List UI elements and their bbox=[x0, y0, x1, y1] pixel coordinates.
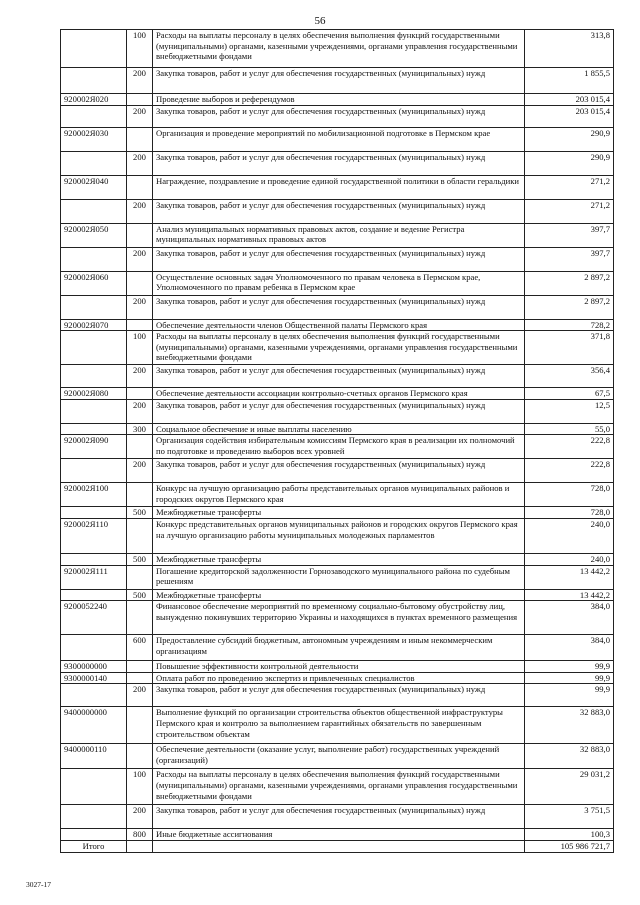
row-name: Организация и проведение мероприятий по мобилизационной подготовке в Пермском крае bbox=[153, 127, 525, 151]
row-expense-type: 500 bbox=[127, 553, 153, 565]
row-code bbox=[61, 331, 127, 365]
row-sum: 397,7 bbox=[525, 247, 614, 271]
row-sum: 55,0 bbox=[525, 423, 614, 435]
row-code: 920002Я060 bbox=[61, 271, 127, 295]
row-expense-type: 300 bbox=[127, 423, 153, 435]
row-sum: 13 442,2 bbox=[525, 589, 614, 601]
row-code: 9400000110 bbox=[61, 744, 127, 769]
row-code bbox=[61, 423, 127, 435]
row-code bbox=[61, 635, 127, 661]
row-expense-type bbox=[127, 435, 153, 459]
table-row bbox=[61, 247, 614, 271]
row-sum: 222,8 bbox=[525, 459, 614, 483]
total-empty-cell bbox=[127, 840, 153, 852]
row-sum: 290,9 bbox=[525, 127, 614, 151]
row-sum: 203 015,4 bbox=[525, 105, 614, 127]
row-sum: 271,2 bbox=[525, 199, 614, 223]
row-expense-type: 200 bbox=[127, 199, 153, 223]
table-row bbox=[61, 507, 614, 519]
row-expense-type: 500 bbox=[127, 589, 153, 601]
row-code bbox=[61, 684, 127, 707]
row-name: Награждение, поздравление и проведение единой государственной политики в области геральдики bbox=[153, 175, 525, 199]
row-code: 9300000140 bbox=[61, 672, 127, 684]
row-expense-type bbox=[127, 744, 153, 769]
row-sum: 99,9 bbox=[525, 684, 614, 707]
row-sum: 384,0 bbox=[525, 635, 614, 661]
row-name: Закупка товаров, работ и услуг для обеспечения государственных (муниципальных) нужд bbox=[153, 247, 525, 271]
row-name: Иные бюджетные ассигнования bbox=[153, 829, 525, 841]
row-code: 920002Я070 bbox=[61, 319, 127, 331]
row-name: Закупка товаров, работ и услуг для обеспечения государственных (муниципальных) нужд bbox=[153, 365, 525, 388]
row-expense-type bbox=[127, 319, 153, 331]
row-name: Обеспечение деятельности (оказание услуг, выполнение работ) государственных учреждений (организаций) bbox=[153, 744, 525, 769]
row-expense-type: 100 bbox=[127, 769, 153, 805]
row-code: 920002Я110 bbox=[61, 518, 127, 553]
table-row bbox=[61, 319, 614, 331]
table-row bbox=[61, 769, 614, 805]
row-expense-type: 200 bbox=[127, 684, 153, 707]
row-code: 920002Я080 bbox=[61, 388, 127, 400]
row-code bbox=[61, 295, 127, 319]
row-code: 920002Я020 bbox=[61, 94, 127, 106]
row-expense-type bbox=[127, 601, 153, 635]
table-row bbox=[61, 707, 614, 744]
row-name: Предоставление субсидий бюджетным, автономным учреждениям и иным некоммерческим организациям bbox=[153, 635, 525, 661]
row-sum: 290,9 bbox=[525, 151, 614, 175]
table-row bbox=[61, 589, 614, 601]
row-name: Осуществление основных задач Уполномоченного по правам человека в Пермском крае, Уполномоченного по правам ребенка в Пермском крае bbox=[153, 271, 525, 295]
row-expense-type: 200 bbox=[127, 365, 153, 388]
row-sum: 203 015,4 bbox=[525, 94, 614, 106]
row-expense-type bbox=[127, 565, 153, 589]
row-name: Межбюджетные трансферты bbox=[153, 553, 525, 565]
row-expense-type: 200 bbox=[127, 805, 153, 829]
total-label: Итого bbox=[61, 840, 127, 852]
table-row bbox=[61, 295, 614, 319]
row-code bbox=[61, 507, 127, 519]
row-expense-type: 600 bbox=[127, 635, 153, 661]
table-row bbox=[61, 635, 614, 661]
row-expense-type bbox=[127, 483, 153, 507]
row-sum: 384,0 bbox=[525, 601, 614, 635]
row-expense-type: 200 bbox=[127, 247, 153, 271]
row-sum: 29 031,2 bbox=[525, 769, 614, 805]
row-code bbox=[61, 769, 127, 805]
row-sum: 2 897,2 bbox=[525, 295, 614, 319]
table-row bbox=[61, 435, 614, 459]
row-name: Анализ муниципальных нормативных правовых актов, создание и ведение Регистра муниципальных нормативных правовых актов bbox=[153, 223, 525, 247]
table-row bbox=[61, 199, 614, 223]
row-code: 920002Я100 bbox=[61, 483, 127, 507]
row-code bbox=[61, 459, 127, 483]
row-expense-type: 500 bbox=[127, 507, 153, 519]
row-expense-type: 200 bbox=[127, 151, 153, 175]
table-row bbox=[61, 271, 614, 295]
row-expense-type: 200 bbox=[127, 295, 153, 319]
row-name: Закупка товаров, работ и услуг для обеспечения государственных (муниципальных) нужд bbox=[153, 684, 525, 707]
table-row bbox=[61, 68, 614, 94]
row-name: Межбюджетные трансферты bbox=[153, 507, 525, 519]
row-code: 9400000000 bbox=[61, 707, 127, 744]
table-row bbox=[61, 399, 614, 423]
row-code bbox=[61, 30, 127, 68]
table-row bbox=[61, 105, 614, 127]
row-name: Закупка товаров, работ и услуг для обеспечения государственных (муниципальных) нужд bbox=[153, 68, 525, 94]
row-expense-type bbox=[127, 707, 153, 744]
row-name: Межбюджетные трансферты bbox=[153, 589, 525, 601]
table-row bbox=[61, 127, 614, 151]
row-expense-type bbox=[127, 223, 153, 247]
row-sum: 397,7 bbox=[525, 223, 614, 247]
row-sum: 728,0 bbox=[525, 507, 614, 519]
table-row bbox=[61, 151, 614, 175]
row-code bbox=[61, 105, 127, 127]
row-expense-type bbox=[127, 127, 153, 151]
row-expense-type bbox=[127, 175, 153, 199]
table-row bbox=[61, 672, 614, 684]
row-expense-type: 200 bbox=[127, 68, 153, 94]
row-expense-type: 800 bbox=[127, 829, 153, 841]
row-expense-type: 200 bbox=[127, 399, 153, 423]
table-row bbox=[61, 331, 614, 365]
row-name: Расходы на выплаты персоналу в целях обеспечения выполнения функций государственными (муниципальными) органами, казенными учреждениями, органами управления государственными внебюджетными фондами bbox=[153, 30, 525, 68]
row-name: Закупка товаров, работ и услуг для обеспечения государственных (муниципальных) нужд bbox=[153, 805, 525, 829]
row-code bbox=[61, 553, 127, 565]
table-row bbox=[61, 223, 614, 247]
table-row bbox=[61, 601, 614, 635]
row-code bbox=[61, 399, 127, 423]
row-code: 920002Я090 bbox=[61, 435, 127, 459]
table-body bbox=[61, 30, 614, 853]
row-sum: 240,0 bbox=[525, 553, 614, 565]
row-expense-type bbox=[127, 672, 153, 684]
row-name: Расходы на выплаты персоналу в целях обеспечения выполнения функций государственными (муниципальными) органами, казенными учреждениями, органами управления государственными внебюджетными фондами bbox=[153, 769, 525, 805]
row-name: Выполнение функций по организации строительства объектов общественной инфраструктуры Пермского края и контролю за выполнением гарантийных обязательств по завершенным строительством объектам bbox=[153, 707, 525, 744]
row-expense-type bbox=[127, 661, 153, 673]
table-row bbox=[61, 829, 614, 841]
table-row bbox=[61, 94, 614, 106]
row-code bbox=[61, 805, 127, 829]
row-sum: 100,3 bbox=[525, 829, 614, 841]
row-name: Финансовое обеспечение мероприятий по временному социально-бытовому обустройству лиц, вынужденно покинувших территорию Украины и находящихся в пунктах временного размещения bbox=[153, 601, 525, 635]
row-name: Оплата работ по проведению экспертиз и привлеченных специалистов bbox=[153, 672, 525, 684]
row-expense-type bbox=[127, 518, 153, 553]
row-expense-type bbox=[127, 271, 153, 295]
row-expense-type: 100 bbox=[127, 30, 153, 68]
row-name: Проведение выборов и референдумов bbox=[153, 94, 525, 106]
row-code: 920002Я040 bbox=[61, 175, 127, 199]
row-name: Закупка товаров, работ и услуг для обеспечения государственных (муниципальных) нужд bbox=[153, 459, 525, 483]
row-sum: 271,2 bbox=[525, 175, 614, 199]
table-row bbox=[61, 483, 614, 507]
row-name: Закупка товаров, работ и услуг для обеспечения государственных (муниципальных) нужд bbox=[153, 105, 525, 127]
table-row bbox=[61, 805, 614, 829]
row-name: Социальное обеспечение и иные выплаты населению bbox=[153, 423, 525, 435]
row-code: 9200052240 bbox=[61, 601, 127, 635]
row-name: Обеспечение деятельности ассоциации контрольно-счетных органов Пермского края bbox=[153, 388, 525, 400]
row-code: 9300000000 bbox=[61, 661, 127, 673]
table-row bbox=[61, 459, 614, 483]
row-code bbox=[61, 589, 127, 601]
row-sum: 99,9 bbox=[525, 672, 614, 684]
table-row bbox=[61, 175, 614, 199]
table-row bbox=[61, 423, 614, 435]
row-sum: 67,5 bbox=[525, 388, 614, 400]
row-sum: 728,2 bbox=[525, 319, 614, 331]
total-sum: 105 986 721,7 bbox=[525, 840, 614, 852]
table-row bbox=[61, 388, 614, 400]
row-name: Повышение эффективности контрольной деятельности bbox=[153, 661, 525, 673]
table-row bbox=[61, 661, 614, 673]
footer-code: 3027-17 bbox=[26, 880, 51, 889]
row-sum: 13 442,2 bbox=[525, 565, 614, 589]
table-row bbox=[61, 744, 614, 769]
row-name: Закупка товаров, работ и услуг для обеспечения государственных (муниципальных) нужд bbox=[153, 399, 525, 423]
page-number: 56 bbox=[314, 15, 326, 27]
row-code bbox=[61, 199, 127, 223]
row-name: Закупка товаров, работ и услуг для обеспечения государственных (муниципальных) нужд bbox=[153, 199, 525, 223]
row-code bbox=[61, 68, 127, 94]
row-name: Закупка товаров, работ и услуг для обеспечения государственных (муниципальных) нужд bbox=[153, 295, 525, 319]
row-code: 920002Я030 bbox=[61, 127, 127, 151]
row-sum: 313,8 bbox=[525, 30, 614, 68]
row-name: Расходы на выплаты персоналу в целях обеспечения выполнения функций государственными (муниципальными) органами, казенными учреждениями, органами управления государственными внебюджетными фондами bbox=[153, 331, 525, 365]
table-row bbox=[61, 30, 614, 68]
row-sum: 240,0 bbox=[525, 518, 614, 553]
row-sum: 222,8 bbox=[525, 435, 614, 459]
row-sum: 32 883,0 bbox=[525, 707, 614, 744]
budget-table bbox=[60, 29, 614, 853]
row-sum: 99,9 bbox=[525, 661, 614, 673]
row-name: Конкурс на лучшую организацию работы представительных органов муниципальных районов и городских округов Пермского края bbox=[153, 483, 525, 507]
row-code bbox=[61, 247, 127, 271]
row-name: Погашение кредиторской задолженности Горнозаводского муниципального района по судебным решениям bbox=[153, 565, 525, 589]
row-name: Конкурс представительных органов муниципальных районов и городских округов Пермского края на лучшую организацию работы муниципальных молодежных парламентов bbox=[153, 518, 525, 553]
row-name: Закупка товаров, работ и услуг для обеспечения государственных (муниципальных) нужд bbox=[153, 151, 525, 175]
row-code bbox=[61, 365, 127, 388]
row-sum: 371,8 bbox=[525, 331, 614, 365]
row-sum: 32 883,0 bbox=[525, 744, 614, 769]
row-sum: 12,5 bbox=[525, 399, 614, 423]
row-expense-type: 100 bbox=[127, 331, 153, 365]
row-sum: 2 897,2 bbox=[525, 271, 614, 295]
row-sum: 728,0 bbox=[525, 483, 614, 507]
row-code bbox=[61, 151, 127, 175]
row-expense-type bbox=[127, 94, 153, 106]
row-expense-type bbox=[127, 388, 153, 400]
total-row bbox=[61, 840, 614, 852]
table-row bbox=[61, 565, 614, 589]
table-row bbox=[61, 365, 614, 388]
table-row bbox=[61, 518, 614, 553]
row-code: 920002Я111 bbox=[61, 565, 127, 589]
row-expense-type: 200 bbox=[127, 105, 153, 127]
row-code bbox=[61, 829, 127, 841]
row-sum: 356,4 bbox=[525, 365, 614, 388]
row-code: 920002Я050 bbox=[61, 223, 127, 247]
row-expense-type: 200 bbox=[127, 459, 153, 483]
row-sum: 3 751,5 bbox=[525, 805, 614, 829]
table-row bbox=[61, 684, 614, 707]
total-empty-cell bbox=[153, 840, 525, 852]
row-sum: 1 855,5 bbox=[525, 68, 614, 94]
row-name: Организация содействия избирательным комиссиям Пермского края в реализации их полномочий по подготовке и проведению выборов всех уровней bbox=[153, 435, 525, 459]
table-row bbox=[61, 553, 614, 565]
row-name: Обеспечение деятельности членов Общественной палаты Пермского края bbox=[153, 319, 525, 331]
